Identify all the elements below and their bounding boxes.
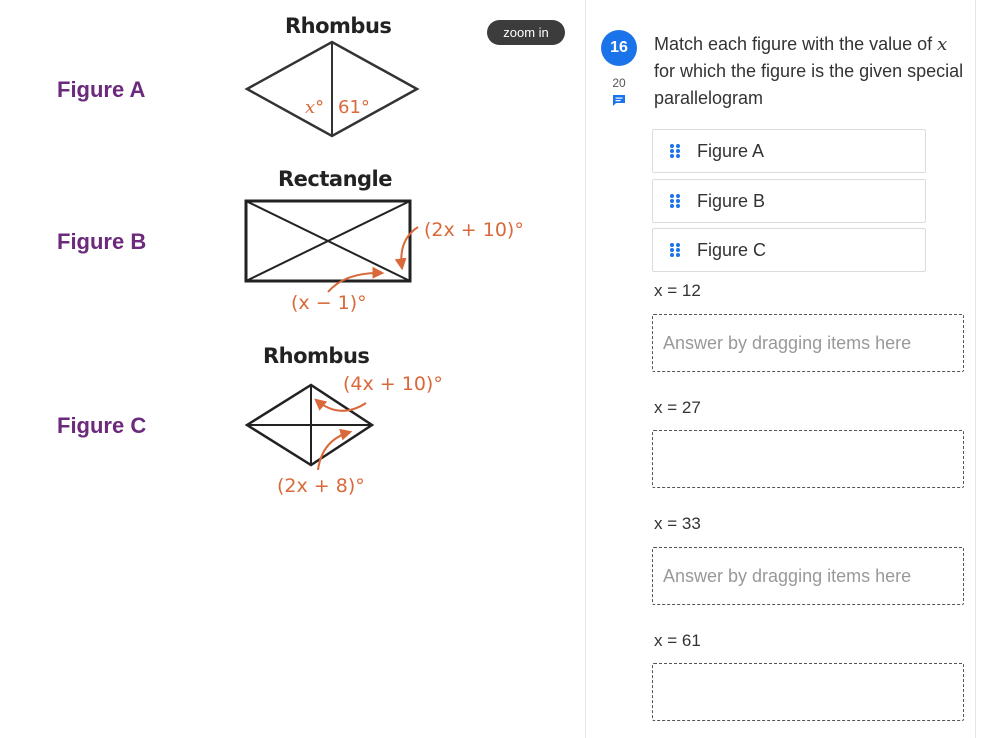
prompt-text-after: for which the figure is the given special parallelogram [654,61,964,108]
drag-item-label: Figure C [697,239,767,260]
figure-c-label: Figure C [57,413,147,438]
question-number-badge: 16 [601,30,637,66]
target-label-x-12: x = 12 [654,281,701,300]
drag-item-label: Figure B [697,190,766,211]
figure-a-shape-title: Rhombus [285,14,392,38]
prompt-text-before: Match each figure with the value of [654,34,938,54]
figure-a-angle-61: 61° [338,97,370,118]
question-points: 20 [612,76,626,90]
figure-c-angle-top: (4x + 10)° [343,373,443,395]
drop-zone-x-12[interactable] [652,314,964,372]
drag-item-label: Figure A [697,140,765,161]
drop-zone-hint: Answer by dragging items here [663,332,912,353]
prompt-variable: x [937,34,948,55]
figure-b-label: Figure B [57,229,147,254]
drop-zone-x-33[interactable] [652,547,964,605]
figure-c-angle-bottom: (2x + 8)° [277,475,365,497]
pane-divider [585,0,586,738]
drop-zone-x-61[interactable] [652,663,964,721]
comment-icon[interactable] [612,94,626,112]
drag-grip-icon [669,193,681,209]
zoom-in-button[interactable]: zoom in [487,20,565,45]
drag-item-figure-c[interactable] [652,228,926,272]
drop-zone-x-27[interactable] [652,430,964,488]
drag-grip-icon [669,242,681,258]
drag-item-figure-a[interactable] [652,129,926,173]
figure-c-shape-title: Rhombus [263,344,370,368]
drag-item-figure-b[interactable] [652,179,926,223]
figure-a-label: Figure A [57,77,146,102]
drop-zone-hint: Answer by dragging items here [663,565,912,586]
figure-b-angle-top: (2x + 10)° [424,219,524,241]
figure-b-angle-bottom: (x − 1)° [291,292,367,314]
target-label-x-61: x = 61 [654,631,701,650]
right-border [975,0,976,738]
figure-c-rhombus [247,373,443,497]
figure-a-angle-x: x° [305,97,325,118]
question-prompt [654,31,969,112]
drag-grip-icon [669,143,681,159]
target-label-x-27: x = 27 [654,398,701,417]
target-label-x-33: x = 33 [654,514,701,533]
figure-b-rectangle [246,201,524,314]
figure-b-shape-title: Rectangle [278,167,392,191]
figure-a-rhombus [247,42,417,136]
